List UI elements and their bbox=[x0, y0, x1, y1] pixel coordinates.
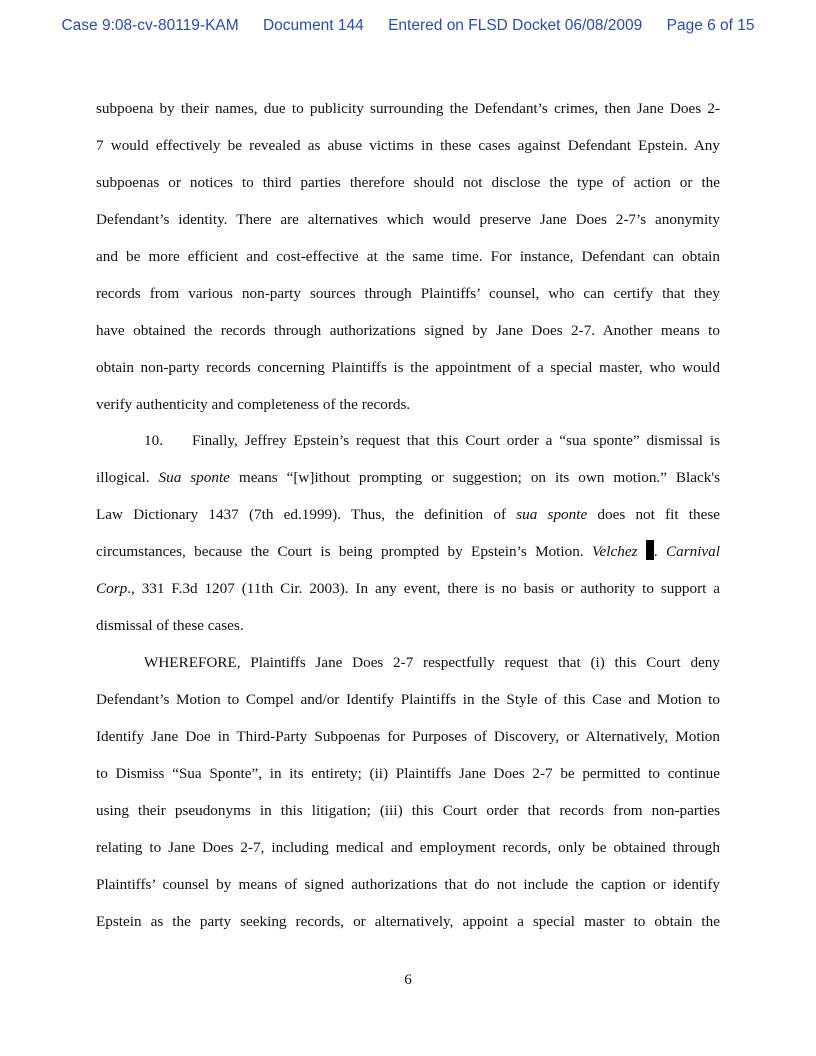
text-line: subpoena by their names, due to publicity surrounding the Defendant’s crimes, then Jane Does 2- bbox=[96, 100, 720, 117]
text-line: Defendant’s Motion to Compel and/or Identify Plaintiffs in the Style of this Case and Motion to bbox=[96, 691, 720, 708]
text-line: using their pseudonyms in this litigation; (iii) this Court order that records from non-parties bbox=[96, 801, 720, 819]
document-number: Document 144 bbox=[262, 17, 364, 34]
text-line: obtain non-party records concerning Plaintiffs is the appointment of a special master, who would bbox=[96, 358, 720, 376]
page-number: 6 bbox=[404, 971, 412, 988]
text-segment: means “[w]ithout prompting or suggestion; on its own motion.” Black's bbox=[229, 469, 720, 487]
text-line: relating to Jane Does 2-7, including medical and employment records, only be obtained through bbox=[96, 838, 720, 856]
text-segment: does not fit these bbox=[587, 506, 720, 524]
docket-header bbox=[0, 17, 816, 35]
text-line bbox=[96, 423, 720, 460]
text-line: Defendant’s identity. There are alternatives which would preserve Jane Does 2-7’s anonymity bbox=[96, 210, 720, 228]
text-segment: illogical. bbox=[96, 469, 159, 487]
case-name: Carnival bbox=[665, 543, 720, 561]
text-line: to Dismiss “Sua Sponte”, in its entirety; (ii) Plaintiffs Jane Does 2-7 be permitted to continue bbox=[96, 764, 720, 782]
text-line: have obtained the records through authorizations signed by Jane Does 2-7. Another means to bbox=[96, 321, 720, 339]
text-line bbox=[96, 571, 720, 608]
text-line: verify authenticity and completeness of the records. bbox=[96, 395, 411, 413]
document-body bbox=[96, 91, 720, 941]
text-line: records from various non-party sources through Plaintiffs’ counsel, who can certify that they bbox=[96, 284, 720, 302]
docket-entry-date: Entered on FLSD Docket 06/08/2009 bbox=[388, 17, 643, 34]
text-line: 7 would effectively be revealed as abuse victims in these cases against Defendant Epstein. Any bbox=[96, 136, 720, 154]
text-line bbox=[96, 534, 720, 571]
text-line: Identify Jane Doe in Third-Party Subpoenas for Purposes of Discovery, or Alternatively, Motion bbox=[96, 727, 720, 745]
text-segment: . bbox=[653, 543, 666, 561]
text-segment: circumstances, because the Court is being prompted by Epstein’s Motion. bbox=[96, 543, 592, 561]
text-line: subpoenas or notices to third parties therefore should not disclose the type of action or the bbox=[96, 173, 720, 191]
case-name: Velchez bbox=[591, 543, 638, 561]
text-line bbox=[96, 497, 720, 534]
text-line: Epstein as the party seeking records, or alternatively, appoint a special master to obtain the bbox=[96, 912, 720, 930]
text-segment: ., 331 F.3d 1207 (11th Cir. 2003). In any event, there is no basis or authority to support a bbox=[127, 580, 720, 598]
page-count: Page 6 of 15 bbox=[666, 17, 755, 34]
text-segment: Finally, Jeffrey Epstein’s request that this Court order a “sua sponte” dismissal is bbox=[192, 432, 720, 450]
text-line: WHEREFORE, Plaintiffs Jane Does 2-7 respectfully request that (i) this Court deny bbox=[144, 654, 720, 672]
text-line: Plaintiffs’ counsel by means of signed authorizations that do not include the caption or identify bbox=[96, 875, 720, 893]
text-line: and be more efficient and cost-effective at the same time. For instance, Defendant can obtain bbox=[96, 247, 720, 265]
case-name: Corp bbox=[96, 580, 128, 598]
redaction-mark bbox=[646, 540, 654, 560]
case-number: Case 9:08-cv-80119-KAM bbox=[61, 17, 239, 34]
italic-term: Sua sponte bbox=[158, 469, 230, 487]
text-line bbox=[96, 460, 720, 497]
italic-term: sua sponte bbox=[516, 506, 588, 524]
text-line: dismissal of these cases. bbox=[96, 617, 244, 635]
paragraph-number: 10. bbox=[144, 432, 163, 450]
text-segment: Law Dictionary 1437 (7th ed.1999). Thus, the definition of bbox=[96, 506, 517, 524]
